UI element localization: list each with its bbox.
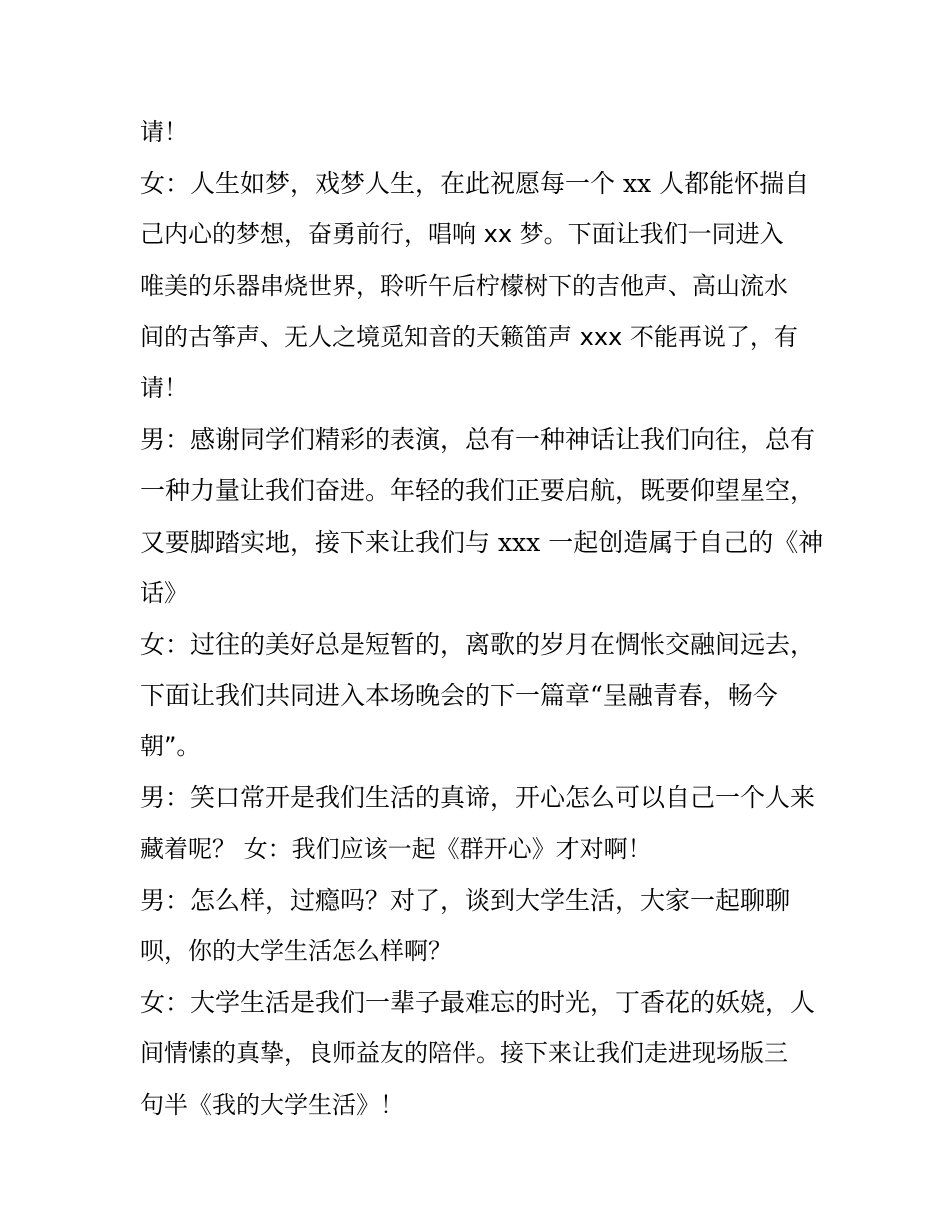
text-line: 朝”。 bbox=[140, 732, 201, 761]
text-line: 男：怎么样，过瘾吗？对了，谈到大学生活，大家一起聊聊 bbox=[140, 885, 791, 915]
text-line: 一种力量让我们奋进。年轻的我们正要启航，既要仰望星空， bbox=[140, 476, 816, 506]
text-line: 女：大学生活是我们一辈子最难忘的时光，丁香花的妖娆，人 bbox=[140, 988, 816, 1018]
document-body bbox=[140, 107, 824, 1131]
text-line: 请！ bbox=[140, 118, 188, 146]
text-line: 男：感谢同学们精彩的表演，总有一种神话让我们向往，总有 bbox=[140, 425, 816, 455]
text-line: 句半《我的大学生活》！ bbox=[140, 1090, 404, 1119]
text-line: 女：过往的美好总是短暂的，离歌的岁月在惆怅交融间远去， bbox=[140, 629, 816, 659]
text-line: 己内心的梦想，奋勇前行，唱响 xx 梦。下面让我们一同进入 bbox=[140, 220, 784, 249]
text-line: 男：笑口常开是我们生活的真谛，开心怎么可以自己一个人来 bbox=[140, 783, 816, 813]
text-line: 女：人生如梦，戏梦人生，在此祝愿每一个 xx 人都能怀揣自 bbox=[140, 169, 810, 199]
text-line: 又要脚踏实地，接下来让我们与 xxx 一起创造属于自己的《神 bbox=[140, 527, 824, 557]
text-line: 下面让我们共同进入本场晚会的下一篇章“呈融青春，畅今 bbox=[140, 681, 778, 711]
text-line: 间情愫的真挚，良师益友的陪伴。接下来让我们走进现场版三 bbox=[140, 1039, 788, 1068]
text-line: 间的古筝声、无人之境觅知音的天籁笛声 xxx 不能再说了，有 bbox=[140, 322, 798, 351]
text-line: 呗，你的大学生活怎么样啊？ bbox=[140, 937, 452, 965]
text-line: 唯美的乐器串烧世界，聆听午后柠檬树下的吉他声、高山流水 bbox=[140, 271, 788, 300]
text-line: 请！ bbox=[140, 373, 188, 402]
text-line: 藏着呢？ 女：我们应该一起《群开心》才对啊！ bbox=[140, 834, 652, 863]
text-line: 话》 bbox=[140, 578, 188, 607]
